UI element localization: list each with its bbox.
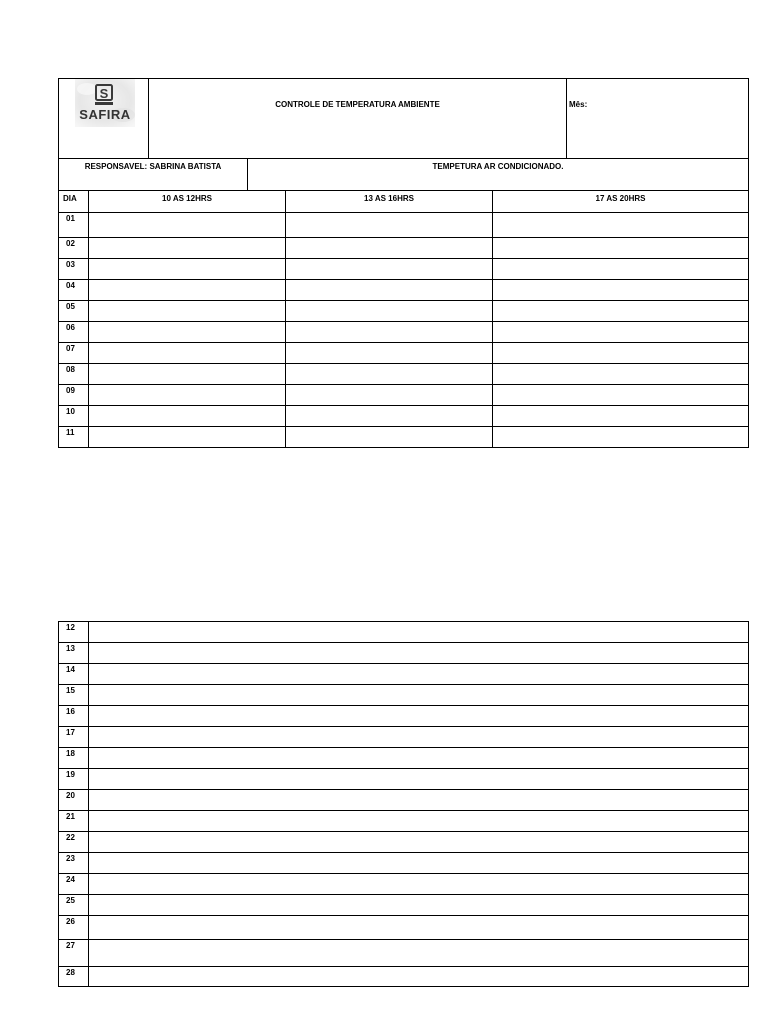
day-number: 19 bbox=[66, 770, 75, 779]
temperature-cell-17-20 bbox=[492, 258, 749, 280]
logo-mark: S bbox=[99, 86, 109, 101]
day-number: 15 bbox=[66, 686, 75, 695]
column-header-13-16 bbox=[285, 190, 493, 213]
day-number: 14 bbox=[66, 665, 75, 674]
temperature-cell-10-12 bbox=[88, 279, 286, 301]
day-cell bbox=[58, 212, 89, 238]
day-number: 13 bbox=[66, 644, 75, 653]
temperature-cell-10-12 bbox=[88, 342, 286, 364]
temperature-cell-13-16 bbox=[285, 258, 493, 280]
page-title: CONTROLE DE TEMPERATURA AMBIENTE bbox=[275, 100, 440, 109]
table-row bbox=[58, 405, 749, 427]
entry-cell bbox=[88, 789, 749, 811]
entry-cell bbox=[88, 663, 749, 685]
temperature-cell-17-20 bbox=[492, 300, 749, 322]
day-cell bbox=[58, 405, 89, 427]
day-cell bbox=[58, 705, 89, 727]
temperature-cell-17-20 bbox=[492, 426, 749, 448]
column-header-label: 10 AS 12HRS bbox=[162, 194, 212, 203]
day-number: 26 bbox=[66, 917, 75, 926]
day-number: 12 bbox=[66, 623, 75, 632]
day-cell bbox=[58, 342, 89, 364]
table-row bbox=[58, 384, 749, 406]
table-row bbox=[58, 663, 749, 685]
day-cell bbox=[58, 426, 89, 448]
day-cell bbox=[58, 939, 89, 967]
day-cell bbox=[58, 321, 89, 343]
table-row bbox=[58, 915, 749, 940]
table-row bbox=[58, 831, 749, 853]
temperature-cell-17-20 bbox=[492, 405, 749, 427]
entry-cell bbox=[88, 966, 749, 987]
temperature-cell-17-20 bbox=[492, 279, 749, 301]
day-number: 23 bbox=[66, 854, 75, 863]
temperature-cell-17-20 bbox=[492, 321, 749, 343]
day-number: 28 bbox=[66, 968, 75, 977]
table-row bbox=[58, 789, 749, 811]
day-cell bbox=[58, 279, 89, 301]
responsible-cell bbox=[58, 158, 248, 191]
entry-cell bbox=[88, 768, 749, 790]
table-row bbox=[58, 810, 749, 832]
entry-cell bbox=[88, 747, 749, 769]
table-row bbox=[58, 258, 749, 280]
temperature-cell-13-16 bbox=[285, 237, 493, 259]
day-cell bbox=[58, 258, 89, 280]
table-row bbox=[58, 705, 749, 727]
temperature-cell-13-16 bbox=[285, 426, 493, 448]
day-cell bbox=[58, 726, 89, 748]
day-cell bbox=[58, 384, 89, 406]
day-cell bbox=[58, 747, 89, 769]
table-row bbox=[58, 726, 749, 748]
entry-cell bbox=[88, 852, 749, 874]
temperature-cell-17-20 bbox=[492, 342, 749, 364]
table-row bbox=[58, 873, 749, 895]
temperature-cell-17-20 bbox=[492, 237, 749, 259]
day-number: 04 bbox=[66, 281, 75, 290]
day-number: 16 bbox=[66, 707, 75, 716]
logo-cell bbox=[58, 78, 149, 159]
day-number: 24 bbox=[66, 875, 75, 884]
day-cell bbox=[58, 789, 89, 811]
day-number: 17 bbox=[66, 728, 75, 737]
column-header-label: 13 AS 16HRS bbox=[364, 194, 414, 203]
column-header-label: 17 AS 20HRS bbox=[595, 194, 646, 203]
day-cell bbox=[58, 768, 89, 790]
day-cell bbox=[58, 810, 89, 832]
day-number: 07 bbox=[66, 344, 75, 353]
temperature-cell-10-12 bbox=[88, 300, 286, 322]
day-cell bbox=[58, 363, 89, 385]
table-row bbox=[58, 426, 749, 448]
table-row bbox=[58, 747, 749, 769]
temperature-cell-13-16 bbox=[285, 279, 493, 301]
day-cell bbox=[58, 663, 89, 685]
temperature-cell-10-12 bbox=[88, 363, 286, 385]
month-label: Mês: bbox=[569, 100, 588, 109]
temperature-cell-10-12 bbox=[88, 384, 286, 406]
form-title-cell bbox=[148, 78, 567, 159]
day-cell bbox=[58, 915, 89, 940]
day-cell bbox=[58, 831, 89, 853]
temperature-cell-17-20 bbox=[492, 212, 749, 238]
temperature-cell-17-20 bbox=[492, 384, 749, 406]
day-cell bbox=[58, 642, 89, 664]
day-cell bbox=[58, 852, 89, 874]
temperature-cell-17-20 bbox=[492, 363, 749, 385]
entry-cell bbox=[88, 873, 749, 895]
entry-cell bbox=[88, 621, 749, 643]
day-cell bbox=[58, 873, 89, 895]
temperature-cell-13-16 bbox=[285, 405, 493, 427]
day-number: 08 bbox=[66, 365, 75, 374]
table-row bbox=[58, 642, 749, 664]
logo-bar bbox=[95, 102, 113, 105]
entry-cell bbox=[88, 894, 749, 916]
day-number: 11 bbox=[66, 428, 75, 437]
table-row bbox=[58, 212, 749, 238]
day-number: 09 bbox=[66, 386, 75, 395]
day-number: 03 bbox=[66, 260, 75, 269]
column-header-17-20 bbox=[492, 190, 749, 213]
day-number: 21 bbox=[66, 812, 75, 821]
table-row bbox=[58, 852, 749, 874]
entry-cell bbox=[88, 642, 749, 664]
temperature-cell-10-12 bbox=[88, 237, 286, 259]
day-cell bbox=[58, 300, 89, 322]
day-number: 27 bbox=[66, 941, 75, 950]
day-cell bbox=[58, 894, 89, 916]
table-row bbox=[58, 966, 749, 987]
temperature-cell-13-16 bbox=[285, 342, 493, 364]
month-cell bbox=[566, 78, 749, 159]
day-cell bbox=[58, 966, 89, 987]
table-row bbox=[58, 768, 749, 790]
day-number: 05 bbox=[66, 302, 75, 311]
column-header-label: DIA bbox=[63, 194, 77, 203]
entry-cell bbox=[88, 939, 749, 967]
table-row bbox=[58, 300, 749, 322]
logo-name: SAFIRA bbox=[79, 107, 131, 122]
day-number: 02 bbox=[66, 239, 75, 248]
entry-cell bbox=[88, 810, 749, 832]
temperature-cell-13-16 bbox=[285, 321, 493, 343]
day-number: 06 bbox=[66, 323, 75, 332]
table-row bbox=[58, 237, 749, 259]
day-number: 10 bbox=[66, 407, 75, 416]
temperature-cell-10-12 bbox=[88, 321, 286, 343]
table-row bbox=[58, 939, 749, 967]
column-header-day bbox=[58, 190, 89, 213]
entry-cell bbox=[88, 831, 749, 853]
subject-label: TEMPETURA AR CONDICIONADO. bbox=[432, 162, 564, 171]
day-cell bbox=[58, 621, 89, 643]
temperature-cell-13-16 bbox=[285, 363, 493, 385]
entry-cell bbox=[88, 684, 749, 706]
day-number: 25 bbox=[66, 896, 75, 905]
table-row bbox=[58, 684, 749, 706]
safira-logo bbox=[75, 79, 135, 127]
table-row bbox=[58, 621, 749, 643]
day-number: 18 bbox=[66, 749, 75, 758]
responsible-label: RESPONSAVEL: SABRINA BATISTA bbox=[84, 162, 222, 171]
entry-cell bbox=[88, 705, 749, 727]
temperature-cell-13-16 bbox=[285, 212, 493, 238]
table-row bbox=[58, 321, 749, 343]
temperature-cell-10-12 bbox=[88, 212, 286, 238]
day-cell bbox=[58, 684, 89, 706]
temperature-cell-10-12 bbox=[88, 426, 286, 448]
temperature-cell-13-16 bbox=[285, 384, 493, 406]
day-cell bbox=[58, 237, 89, 259]
temperature-cell-10-12 bbox=[88, 405, 286, 427]
day-number: 01 bbox=[66, 214, 75, 223]
subject-cell bbox=[247, 158, 749, 191]
table-row bbox=[58, 894, 749, 916]
temperature-cell-10-12 bbox=[88, 258, 286, 280]
table-row bbox=[58, 342, 749, 364]
day-number: 20 bbox=[66, 791, 75, 800]
entry-cell bbox=[88, 726, 749, 748]
entry-cell bbox=[88, 915, 749, 940]
table-row bbox=[58, 363, 749, 385]
temperature-cell-13-16 bbox=[285, 300, 493, 322]
column-header-10-12 bbox=[88, 190, 286, 213]
day-number: 22 bbox=[66, 833, 75, 842]
table-row bbox=[58, 279, 749, 301]
